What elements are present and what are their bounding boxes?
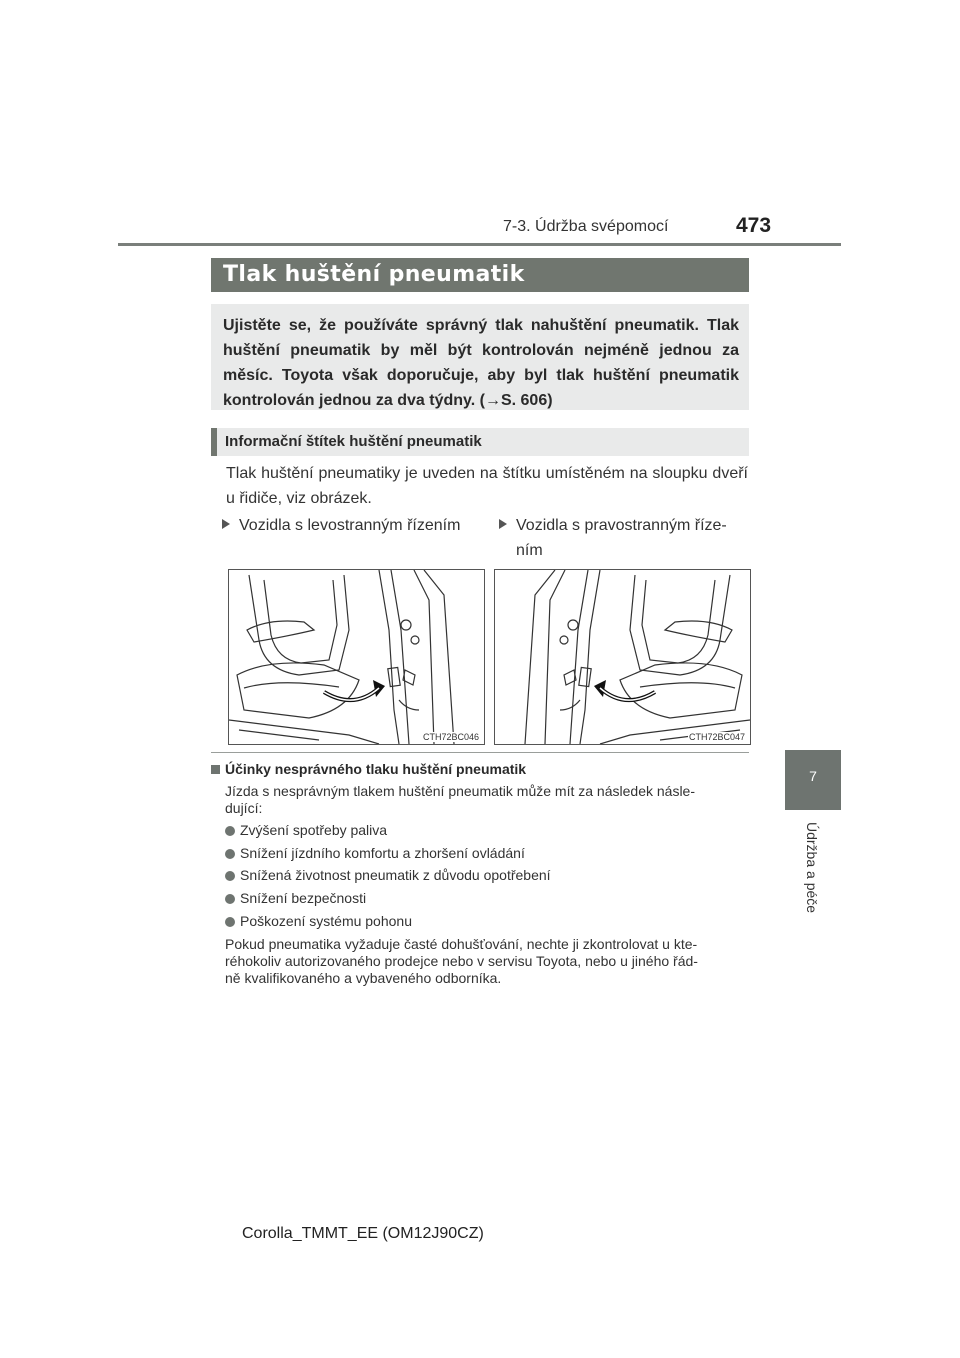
variant-lhd-label: Vozidla s levostranným řízením [239,517,461,534]
list-item-text: Poškození systému pohonu [240,913,412,929]
section-divider [211,752,749,753]
variant-rhd-label-line2: ním [516,542,543,559]
notes-closing [225,936,746,987]
notes-closing-line2: réhokoliv autorizovaného prodejce nebo v servisu Toyota, nebo u jiného řád- [225,953,698,969]
list-item [225,913,412,929]
variant-lhd [222,513,484,538]
title-bar [211,258,749,292]
dot-bullet-icon [225,826,235,836]
square-bullet-icon [211,765,220,774]
footer-manual-id: Corolla_TMMT_EE (OM12J90CZ) [242,1225,484,1242]
chapter-tab [785,750,841,810]
dot-bullet-icon [225,917,235,927]
notes-heading [211,761,526,777]
triangle-bullet-icon [499,519,507,529]
page-number: 473 [736,214,772,237]
dot-bullet-icon [225,871,235,881]
intro-box [211,304,749,410]
list-item-text: Snížení bezpečnosti [240,890,367,906]
notes-heading-text: Účinky nesprávného tlaku huštění pneumatik [225,761,527,777]
subheading-bar [211,428,749,456]
seat-door-illustration-lhd [229,570,484,744]
list-item [225,845,525,861]
subheading-accent [211,428,217,456]
notes-intro-line2: dující: [225,800,263,816]
body-paragraph: Tlak huštění pneumatiky je uveden na štítku umístěném na sloupku dveří u řidiče, viz obrázek. [226,465,748,507]
notes-closing-line3: ně kvalifikovaného a vybaveného odborníka. [225,970,502,986]
dot-bullet-icon [225,849,235,859]
notes-intro-line1: Jízda s nesprávným tlakem huštění pneumatik může mít za následek násle- [225,783,695,799]
page-heading: Tlak huštění pneumatik [223,262,525,287]
notes-intro [225,783,746,817]
figure-lhd [228,569,485,745]
figure-code-lhd: CTH72BC046 [422,732,479,742]
chapter-label: Údržba a péče [804,822,820,914]
figure-rhd [494,569,751,745]
intro-text: Ujistěte se, že používáte správný tlak nahuštění pneumatik. Tlak huštění pneumatik by měl být kontrolován nejméně jednou za měsíc. Toyota však doporučuje, aby byl tlak huštění pneumatik kontrolován jednou za dva týdny. (→S. 606) [223,317,739,409]
variant-rhd-label-line1: Vozidla s pravostranným říze- [516,517,727,534]
dot-bullet-icon [225,894,235,904]
figure-code-rhd: CTH72BC047 [688,732,745,742]
notes-closing-line1: Pokud pneumatika vyžaduje časté dohušťování, nechte ji zkontrolovat u kte- [225,936,698,952]
variant-rhd [499,513,749,563]
section-title: 7-3. Údržba svépomocí [503,218,669,235]
chapter-number: 7 [809,768,817,784]
list-item [225,822,387,838]
list-item-text: Zvýšení spotřeby paliva [240,822,388,838]
header-rule [118,243,841,246]
triangle-bullet-icon [222,519,230,529]
list-item [225,867,551,883]
list-item-text: Snížená životnost pneumatik z důvodu opotřebení [240,867,551,883]
seat-door-illustration-rhd [495,570,750,744]
subheading-text: Informační štítek huštění pneumatik [225,433,482,450]
list-item [225,890,366,906]
list-item-text: Snížení jízdního komfortu a zhoršení ovládání [240,845,525,861]
